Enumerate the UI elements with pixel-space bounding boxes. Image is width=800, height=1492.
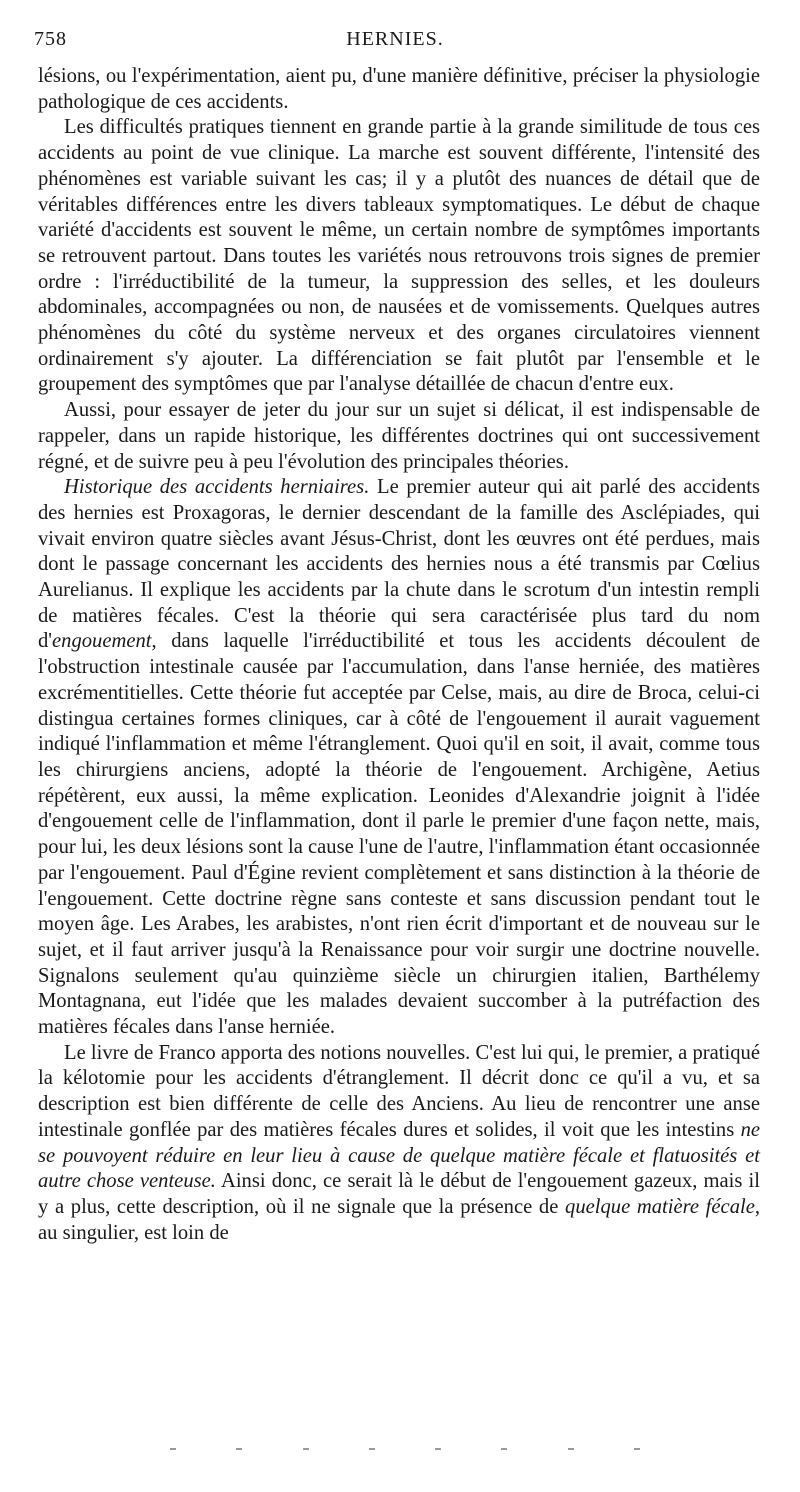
paragraph [38,115,760,398]
italic-segment: engouement [52,630,152,653]
footer-marks [170,1448,640,1454]
paragraph [38,398,760,475]
footer-mark [568,1448,574,1450]
italic-segment: ne se pouvoyent réduire en leur lieu à cause de quelque matière fécale et flatuosités et autre chose venteuse. [38,1118,760,1193]
text-segment: lésions, ou l'expérimentation, aient pu, d'une manière définitive, préciser la physiologie pathologique de ces accidents. [38,65,760,113]
paragraph [38,475,760,1040]
text-segment: Ainsi donc, ce serait là le début de l'engouement gazeux, mais il y a plus, cette description, où il ne signale que la présence de [38,1170,761,1218]
footer-mark [369,1448,375,1450]
text-segment: Le premier auteur qui ait parlé des accidents des hernies est Proxagoras, le dernier descendant de la famille des Asclépiades, qui vivait environ quatre siècles avant Jésus-Christ, dont les œuvres ont été perdues, mais dont le passage concernant les accidents des hernies nous a été transmis par Cœlius Aurelianus. Il explique les accidents par la chute dans le scrotum d'un intestin rempli de matières fécales. C'est la théorie qui sera caractérisée plus tard du nom d' [38,476,760,653]
running-title: HERNIES. [346,28,444,50]
page-header [34,28,756,54]
italic-segment: Historique des accidents herniaires. [64,476,370,499]
footer-mark [170,1448,176,1450]
text-segment: Les difficultés pratiques tiennent en grande partie à la grande similitude de tous ces accidents au point de vue clinique. La marche est souvent différente, l'intensité des phénomènes est variable suivant les cas; il y a plutôt des nuances de détail que de véritables différences entre les divers tableaux symptomatiques. Le début de chaque variété d'accidents est souvent le même, un certain nombre de symptômes importants se retrouvent partout. Dans toutes les variétés nous retrouvons trois signes de premier ordre : l'irréductibilité de la tumeur, la suppression des selles, et les douleurs abdominales, accompagnées ou non, de nausées et de vomissements. Quelques autres phénomènes du côté du système nerveux et des organes circulatoires viennent ordinairement s'y ajouter. La différenciation se fait plutôt par l'ensemble et le groupement des symptômes que par l'analyse détaillée de chacun d'entre eux. [38,116,760,396]
text-segment: , au singulier, est loin de [38,1195,761,1244]
text-segment: , dans laquelle l'irréductibilité et tous les accidents découlent de l'obstruction intestinale causée par l'accumulation, dans l'anse herniée, des matières excrémentitielles. Cette théorie fut acceptée par Celse, mais, au dire de Broca, celui-ci distingua certaines formes cliniques, car à côté de l'engouement il aurait vaguement indiqué l'inflammation et même l'étranglement. Quoi qu'il en soit, il avait, comme tous les chirurgiens anciens, adopté la théorie de l'engouement. Archigène, Aetius répétèrent, eux aussi, la même explication. Leonides d'Alexandrie joignit à l'idée d'engouement celle de l'inflammation, dont il parle le premier d'une façon nette, mais, pour lui, les deux lésions sont la cause l'une de l'autre, l'inflammation étant occasionnée par l'engouement. Paul d'Égine revient complètement et sans distinction à la théorie de l'engouement. Cette doctrine règne sans conteste et sans discussion pendant tout le moyen âge. Les Arabes, les arabistes, n'ont rien écrit d'important et de nouveau sur le sujet, et il faut arriver jusqu'à la Renaissance pour voir surgir une doctrine nouvelle. Signalons seulement qu'au quinzième siècle un chirurgien italien, Barthélemy Montagnana, eut l'idée que les malades devaient succomber à la putréfaction des matières fécales dans l'anse herniée. [38,630,760,1039]
footer-mark [435,1448,441,1450]
text-segment: Le livre de Franco apporta des notions nouvelles. C'est lui qui, le premier, a pratiqué la kélotomie pour les accidents d'étranglement. Il décrit donc ce qu'il a vu, et sa description est bien différente de celle des Anciens. Au lieu de rencontrer une anse intestinale gonflée par des matières fécales dures et solides, il voit que les intestins [38,1041,760,1141]
footer-mark [236,1448,242,1450]
page-number: 758 [34,28,67,50]
footer-mark [501,1448,507,1450]
italic-segment: quelque matière fécale [565,1195,755,1218]
footer-mark [303,1448,309,1450]
text-segment: Aussi, pour essayer de jeter du jour sur un sujet si délicat, il est indispensable de rappeler, dans un rapide historique, les différentes doctrines qui ont successivement régné, et de suivre peu à peu l'évolution des principales théories. [38,399,760,473]
paragraph [38,1041,760,1247]
paragraph [38,64,760,115]
body-text [38,64,760,1246]
footer-mark [634,1448,640,1450]
